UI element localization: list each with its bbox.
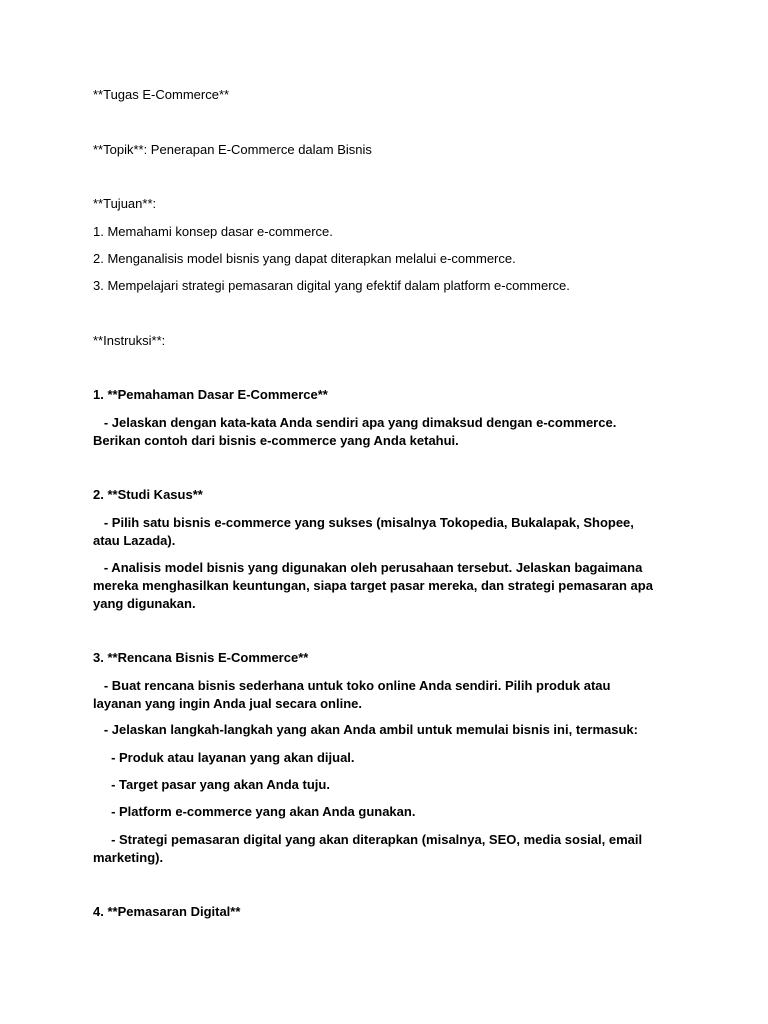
section-subitem: - Target pasar yang akan Anda tuju. bbox=[93, 777, 330, 792]
section-item: - Jelaskan dengan kata-kata Anda sendiri apa yang dimaksud dengan e-commerce. Berikan contoh dari bisnis e-commerce yang Anda ketahui. bbox=[93, 415, 620, 448]
section-item: - Analisis model bisnis yang digunakan oleh perusahaan tersebut. Jelaskan bagaimana mereka menghasilkan keuntungan, siapa target pasar mereka, dan strategi pemasaran apa yang digunakan. bbox=[93, 560, 657, 611]
document-topic: **Topik**: Penerapan E-Commerce dalam Bisnis bbox=[93, 142, 372, 157]
objective-item: 3. Mempelajari strategi pemasaran digital yang efektif dalam platform e-commerce. bbox=[93, 278, 570, 293]
objective-item: 2. Menganalisis model bisnis yang dapat diterapkan melalui e-commerce. bbox=[93, 251, 516, 266]
section-item: - Buat rencana bisnis sederhana untuk toko online Anda sendiri. Pilih produk atau layanan yang ingin Anda jual secara online. bbox=[93, 678, 615, 711]
section-item: - Jelaskan langkah-langkah yang akan Anda ambil untuk memulai bisnis ini, termasuk: bbox=[93, 722, 638, 737]
section-heading: 4. **Pemasaran Digital** bbox=[93, 904, 241, 919]
section-subitem: - Produk atau layanan yang akan dijual. bbox=[93, 750, 355, 765]
section-subitem: - Strategi pemasaran digital yang akan diterapkan (misalnya, SEO, media sosial, email marketing). bbox=[93, 832, 646, 865]
section-item: - Pilih satu bisnis e-commerce yang sukses (misalnya Tokopedia, Bukalapak, Shopee, atau Lazada). bbox=[93, 515, 638, 548]
instructions-heading: **Instruksi**: bbox=[93, 333, 166, 348]
objectives-heading: **Tujuan**: bbox=[93, 196, 157, 211]
objective-item: 1. Memahami konsep dasar e-commerce. bbox=[93, 224, 333, 239]
section-heading: 1. **Pemahaman Dasar E-Commerce** bbox=[93, 387, 328, 402]
section-subitem: - Platform e-commerce yang akan Anda gunakan. bbox=[93, 804, 416, 819]
section-heading: 2. **Studi Kasus** bbox=[93, 487, 203, 502]
document-title: **Tugas E-Commerce** bbox=[93, 87, 230, 102]
section-heading: 3. **Rencana Bisnis E-Commerce** bbox=[93, 650, 309, 665]
